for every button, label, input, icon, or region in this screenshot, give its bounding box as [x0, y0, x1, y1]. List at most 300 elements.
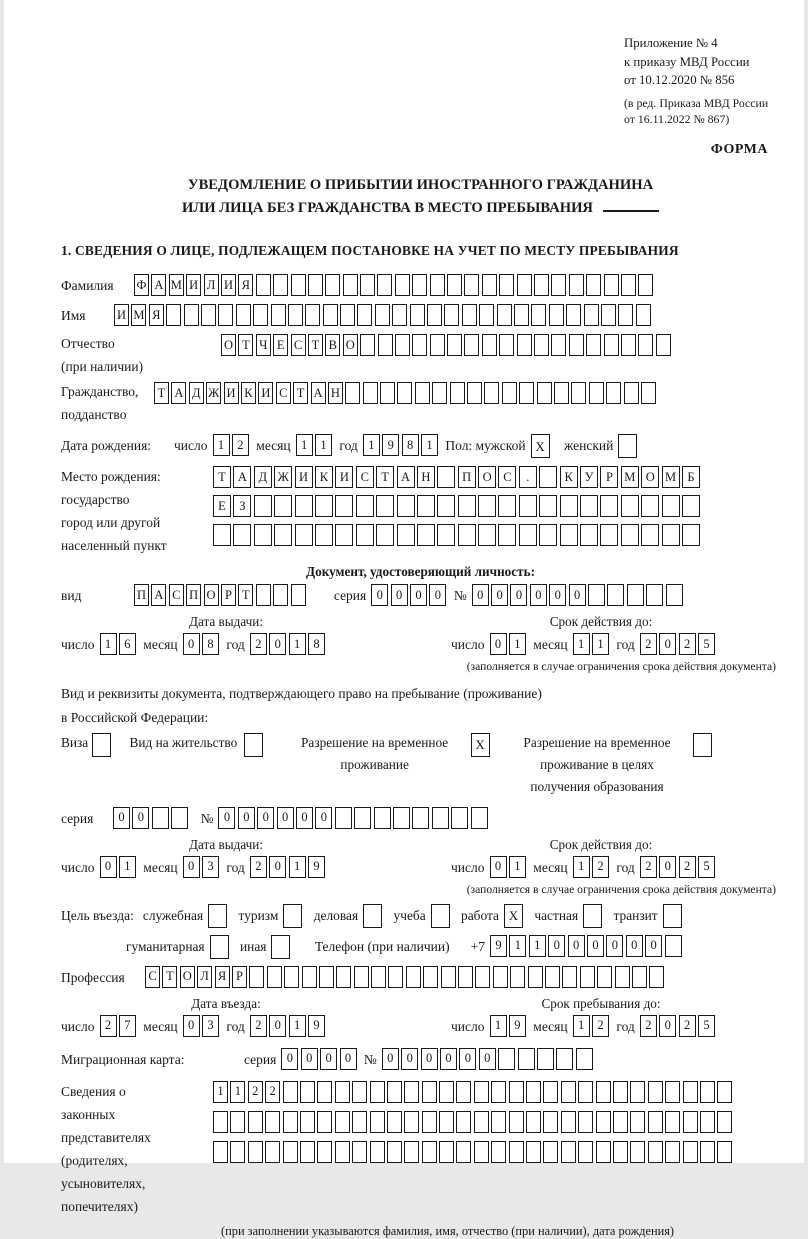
char-box[interactable] — [340, 304, 355, 326]
char-box[interactable] — [539, 466, 557, 488]
char-box[interactable]: И — [335, 466, 353, 488]
char-box[interactable] — [498, 495, 516, 517]
char-box[interactable] — [283, 1111, 298, 1133]
char-box[interactable] — [256, 584, 271, 606]
char-box[interactable] — [291, 274, 306, 296]
char-box[interactable]: 1 — [573, 1015, 590, 1037]
char-box[interactable]: О — [221, 334, 236, 356]
char-box[interactable] — [356, 524, 374, 546]
char-box[interactable] — [397, 495, 415, 517]
char-box[interactable]: 0 — [238, 807, 255, 829]
char-box[interactable]: 1 — [296, 434, 313, 456]
char-box[interactable] — [630, 1111, 645, 1133]
char-box[interactable]: 0 — [659, 856, 676, 878]
char-box[interactable] — [392, 304, 407, 326]
char-box[interactable] — [218, 304, 233, 326]
char-box[interactable] — [456, 1141, 471, 1163]
char-box[interactable] — [493, 966, 508, 988]
char-box[interactable]: А — [151, 274, 166, 296]
transit-checkbox[interactable] — [663, 904, 682, 928]
char-box[interactable]: И — [221, 274, 236, 296]
char-box[interactable]: 8 — [202, 633, 219, 655]
char-box[interactable] — [589, 382, 604, 404]
char-box[interactable] — [519, 524, 537, 546]
char-box[interactable]: С — [291, 334, 306, 356]
char-box[interactable] — [444, 304, 459, 326]
char-box[interactable] — [580, 966, 595, 988]
char-box[interactable] — [621, 495, 639, 517]
char-box[interactable]: 0 — [301, 1048, 318, 1070]
char-box[interactable]: 0 — [429, 584, 446, 606]
char-box[interactable] — [447, 334, 462, 356]
char-box[interactable]: 0 — [587, 935, 604, 957]
char-box[interactable]: 2 — [679, 633, 696, 655]
char-box[interactable]: 1 — [363, 434, 380, 456]
char-box[interactable] — [543, 1081, 558, 1103]
char-box[interactable]: 2 — [640, 856, 657, 878]
char-box[interactable]: 0 — [320, 1048, 337, 1070]
char-box[interactable] — [646, 584, 663, 606]
char-box[interactable] — [397, 382, 412, 404]
char-box[interactable] — [308, 274, 323, 296]
char-box[interactable] — [256, 274, 271, 296]
char-box[interactable]: С — [145, 966, 160, 988]
char-box[interactable] — [302, 966, 317, 988]
char-box[interactable] — [352, 1111, 367, 1133]
char-box[interactable]: 0 — [491, 584, 508, 606]
char-box[interactable] — [437, 524, 455, 546]
char-box[interactable] — [363, 382, 378, 404]
char-box[interactable] — [441, 966, 456, 988]
char-box[interactable] — [410, 304, 425, 326]
char-box[interactable]: П — [134, 584, 149, 606]
char-box[interactable] — [560, 524, 578, 546]
char-box[interactable]: 2 — [100, 1015, 117, 1037]
char-box[interactable] — [360, 334, 375, 356]
char-box[interactable] — [584, 304, 599, 326]
char-box[interactable] — [458, 966, 473, 988]
char-box[interactable] — [537, 1048, 554, 1070]
char-box[interactable] — [393, 807, 410, 829]
char-box[interactable] — [478, 524, 496, 546]
char-box[interactable] — [387, 1111, 402, 1133]
char-box[interactable]: 1 — [213, 434, 230, 456]
char-box[interactable] — [230, 1141, 245, 1163]
char-box[interactable] — [479, 304, 494, 326]
char-box[interactable]: И — [258, 382, 273, 404]
char-box[interactable] — [665, 1141, 680, 1163]
char-box[interactable]: И — [224, 382, 239, 404]
char-box[interactable] — [254, 524, 272, 546]
char-box[interactable] — [615, 966, 630, 988]
char-box[interactable]: О — [478, 466, 496, 488]
char-box[interactable] — [528, 966, 543, 988]
char-box[interactable]: 9 — [382, 434, 399, 456]
char-box[interactable]: 1 — [573, 856, 590, 878]
char-box[interactable] — [325, 274, 340, 296]
char-box[interactable]: Ч — [256, 334, 271, 356]
char-box[interactable]: 6 — [119, 633, 136, 655]
char-box[interactable]: 2 — [250, 856, 267, 878]
char-box[interactable]: 2 — [250, 633, 267, 655]
char-box[interactable] — [370, 1081, 385, 1103]
char-box[interactable]: 5 — [698, 1015, 715, 1037]
char-box[interactable]: 0 — [421, 1048, 438, 1070]
char-box[interactable]: Ф — [134, 274, 149, 296]
char-box[interactable] — [430, 274, 445, 296]
char-box[interactable] — [271, 304, 286, 326]
char-box[interactable]: 1 — [289, 856, 306, 878]
sex-female-checkbox[interactable] — [618, 434, 637, 458]
char-box[interactable] — [213, 1141, 228, 1163]
char-box[interactable] — [422, 1081, 437, 1103]
char-box[interactable] — [319, 966, 334, 988]
char-box[interactable] — [375, 304, 390, 326]
char-box[interactable] — [265, 1141, 280, 1163]
char-box[interactable]: В — [325, 334, 340, 356]
char-box[interactable] — [613, 1111, 628, 1133]
char-box[interactable]: У — [580, 466, 598, 488]
char-box[interactable] — [510, 966, 525, 988]
char-box[interactable]: Н — [417, 466, 435, 488]
char-box[interactable] — [360, 274, 375, 296]
char-box[interactable] — [315, 495, 333, 517]
char-box[interactable]: 1 — [490, 1015, 507, 1037]
char-box[interactable]: Ж — [274, 466, 292, 488]
char-box[interactable] — [534, 334, 549, 356]
char-box[interactable] — [571, 382, 586, 404]
char-box[interactable]: О — [204, 584, 219, 606]
char-box[interactable] — [648, 1081, 663, 1103]
char-box[interactable]: 0 — [315, 807, 332, 829]
char-box[interactable] — [604, 334, 619, 356]
char-box[interactable] — [352, 1081, 367, 1103]
char-box[interactable] — [517, 274, 532, 296]
char-box[interactable]: А — [151, 584, 166, 606]
char-box[interactable] — [621, 334, 636, 356]
char-box[interactable] — [569, 334, 584, 356]
char-box[interactable] — [336, 966, 351, 988]
char-box[interactable]: П — [458, 466, 476, 488]
char-box[interactable]: 1 — [315, 434, 332, 456]
char-box[interactable] — [576, 1048, 593, 1070]
char-box[interactable]: 0 — [371, 584, 388, 606]
char-box[interactable] — [356, 495, 374, 517]
char-box[interactable]: 0 — [257, 807, 274, 829]
char-box[interactable] — [562, 966, 577, 988]
char-box[interactable] — [526, 1141, 541, 1163]
char-box[interactable] — [265, 1111, 280, 1133]
char-box[interactable] — [475, 966, 490, 988]
char-box[interactable]: Я — [238, 274, 253, 296]
char-box[interactable]: 9 — [308, 856, 325, 878]
char-box[interactable]: 2 — [250, 1015, 267, 1037]
char-box[interactable] — [578, 1081, 593, 1103]
char-box[interactable] — [295, 495, 313, 517]
char-box[interactable] — [291, 584, 306, 606]
char-box[interactable] — [537, 382, 552, 404]
char-box[interactable] — [499, 274, 514, 296]
char-box[interactable]: 0 — [626, 935, 643, 957]
char-box[interactable]: 0 — [296, 807, 313, 829]
char-box[interactable] — [700, 1141, 715, 1163]
char-box[interactable]: 9 — [490, 935, 507, 957]
char-box[interactable] — [474, 1141, 489, 1163]
char-box[interactable] — [267, 966, 282, 988]
char-box[interactable] — [417, 495, 435, 517]
char-box[interactable] — [604, 274, 619, 296]
char-box[interactable] — [545, 966, 560, 988]
char-box[interactable]: К — [560, 466, 578, 488]
char-box[interactable] — [641, 495, 659, 517]
char-box[interactable] — [254, 495, 272, 517]
char-box[interactable]: О — [180, 966, 195, 988]
char-box[interactable] — [236, 304, 251, 326]
char-box[interactable] — [450, 382, 465, 404]
char-box[interactable] — [387, 1081, 402, 1103]
char-box[interactable] — [430, 334, 445, 356]
char-box[interactable]: С — [498, 466, 516, 488]
char-box[interactable] — [404, 1081, 419, 1103]
char-box[interactable]: Р — [600, 466, 618, 488]
char-box[interactable]: Б — [682, 466, 700, 488]
char-box[interactable] — [427, 304, 442, 326]
char-box[interactable] — [335, 524, 353, 546]
char-box[interactable] — [717, 1141, 732, 1163]
char-box[interactable] — [549, 304, 564, 326]
char-box[interactable]: Л — [197, 966, 212, 988]
char-box[interactable] — [683, 1111, 698, 1133]
char-box[interactable] — [519, 382, 534, 404]
other-checkbox[interactable] — [271, 935, 290, 959]
char-box[interactable] — [295, 524, 313, 546]
char-box[interactable]: 0 — [218, 807, 235, 829]
char-box[interactable] — [578, 1141, 593, 1163]
char-box[interactable] — [437, 495, 455, 517]
char-box[interactable] — [682, 495, 700, 517]
char-box[interactable] — [482, 274, 497, 296]
char-box[interactable]: 0 — [269, 1015, 286, 1037]
char-box[interactable]: 1 — [592, 633, 609, 655]
char-box[interactable] — [249, 966, 264, 988]
char-box[interactable]: 2 — [265, 1081, 280, 1103]
char-box[interactable]: И — [114, 304, 129, 326]
char-box[interactable]: Т — [238, 584, 253, 606]
char-box[interactable] — [374, 807, 391, 829]
char-box[interactable]: Р — [221, 584, 236, 606]
char-box[interactable] — [717, 1111, 732, 1133]
char-box[interactable]: 2 — [640, 633, 657, 655]
char-box[interactable] — [509, 1111, 524, 1133]
char-box[interactable] — [519, 495, 537, 517]
char-box[interactable]: 0 — [440, 1048, 457, 1070]
char-box[interactable] — [417, 524, 435, 546]
char-box[interactable]: 0 — [100, 856, 117, 878]
char-box[interactable] — [497, 304, 512, 326]
char-box[interactable]: 8 — [402, 434, 419, 456]
char-box[interactable]: 1 — [509, 935, 526, 957]
char-box[interactable]: 0 — [281, 1048, 298, 1070]
char-box[interactable] — [335, 807, 352, 829]
char-box[interactable]: 1 — [289, 1015, 306, 1037]
char-box[interactable] — [388, 966, 403, 988]
char-box[interactable] — [376, 524, 394, 546]
char-box[interactable] — [467, 382, 482, 404]
char-box[interactable]: М — [662, 466, 680, 488]
char-box[interactable] — [491, 1081, 506, 1103]
char-box[interactable] — [638, 274, 653, 296]
char-box[interactable]: 0 — [132, 807, 149, 829]
char-box[interactable] — [539, 524, 557, 546]
char-box[interactable]: 0 — [530, 584, 547, 606]
char-box[interactable] — [437, 466, 455, 488]
char-box[interactable] — [551, 274, 566, 296]
char-box[interactable] — [499, 334, 514, 356]
char-box[interactable] — [462, 304, 477, 326]
char-box[interactable] — [700, 1111, 715, 1133]
char-box[interactable] — [464, 274, 479, 296]
char-box[interactable] — [376, 495, 394, 517]
char-box[interactable] — [586, 334, 601, 356]
char-box[interactable] — [556, 1048, 573, 1070]
char-box[interactable]: 0 — [510, 584, 527, 606]
char-box[interactable] — [618, 304, 633, 326]
char-box[interactable] — [283, 1141, 298, 1163]
char-box[interactable] — [335, 1081, 350, 1103]
char-box[interactable]: Т — [162, 966, 177, 988]
char-box[interactable] — [378, 334, 393, 356]
char-box[interactable] — [580, 495, 598, 517]
char-box[interactable] — [456, 1111, 471, 1133]
char-box[interactable]: 0 — [645, 935, 662, 957]
char-box[interactable] — [474, 1111, 489, 1133]
char-box[interactable]: Т — [154, 382, 169, 404]
char-box[interactable] — [305, 304, 320, 326]
char-box[interactable] — [551, 334, 566, 356]
char-box[interactable] — [464, 334, 479, 356]
char-box[interactable] — [665, 935, 682, 957]
char-box[interactable] — [201, 304, 216, 326]
char-box[interactable] — [300, 1141, 315, 1163]
char-box[interactable] — [432, 382, 447, 404]
char-box[interactable]: Д — [254, 466, 272, 488]
char-box[interactable]: 2 — [679, 856, 696, 878]
char-box[interactable] — [498, 1048, 515, 1070]
char-box[interactable] — [335, 1141, 350, 1163]
char-box[interactable]: Т — [213, 466, 231, 488]
char-box[interactable]: Д — [189, 382, 204, 404]
char-box[interactable] — [606, 382, 621, 404]
char-box[interactable]: 0 — [113, 807, 130, 829]
char-box[interactable]: С — [169, 584, 184, 606]
char-box[interactable] — [284, 966, 299, 988]
char-box[interactable] — [648, 1111, 663, 1133]
char-box[interactable] — [370, 1111, 385, 1133]
char-box[interactable]: 0 — [269, 633, 286, 655]
business-checkbox[interactable] — [363, 904, 382, 928]
char-box[interactable] — [335, 495, 353, 517]
sex-male-checkbox[interactable]: X — [531, 434, 550, 458]
char-box[interactable]: 0 — [340, 1048, 357, 1070]
char-box[interactable] — [343, 274, 358, 296]
char-box[interactable]: П — [186, 584, 201, 606]
char-box[interactable]: 0 — [659, 633, 676, 655]
char-box[interactable] — [458, 495, 476, 517]
char-box[interactable]: Р — [232, 966, 247, 988]
char-box[interactable] — [371, 966, 386, 988]
char-box[interactable] — [526, 1111, 541, 1133]
char-box[interactable]: М — [169, 274, 184, 296]
char-box[interactable] — [662, 495, 680, 517]
char-box[interactable] — [248, 1141, 263, 1163]
char-box[interactable]: 1 — [509, 856, 526, 878]
char-box[interactable]: О — [641, 466, 659, 488]
char-box[interactable] — [534, 274, 549, 296]
char-box[interactable] — [300, 1081, 315, 1103]
char-box[interactable]: К — [241, 382, 256, 404]
char-box[interactable]: 0 — [459, 1048, 476, 1070]
char-box[interactable]: 5 — [698, 856, 715, 878]
char-box[interactable]: 8 — [308, 633, 325, 655]
char-box[interactable]: 7 — [119, 1015, 136, 1037]
char-box[interactable] — [554, 382, 569, 404]
char-box[interactable]: М — [621, 466, 639, 488]
char-box[interactable] — [518, 1048, 535, 1070]
char-box[interactable] — [166, 304, 181, 326]
char-box[interactable] — [682, 524, 700, 546]
char-box[interactable] — [471, 807, 488, 829]
char-box[interactable] — [560, 495, 578, 517]
char-box[interactable] — [274, 524, 292, 546]
char-box[interactable] — [601, 304, 616, 326]
char-box[interactable] — [317, 1081, 332, 1103]
char-box[interactable] — [683, 1141, 698, 1163]
char-box[interactable] — [213, 524, 231, 546]
char-box[interactable] — [509, 1141, 524, 1163]
work-checkbox[interactable]: X — [504, 904, 523, 928]
char-box[interactable] — [482, 334, 497, 356]
char-box[interactable]: С — [276, 382, 291, 404]
char-box[interactable]: 0 — [548, 935, 565, 957]
char-box[interactable] — [274, 495, 292, 517]
char-box[interactable]: И — [295, 466, 313, 488]
char-box[interactable] — [561, 1081, 576, 1103]
char-box[interactable] — [317, 1111, 332, 1133]
char-box[interactable] — [335, 1111, 350, 1133]
char-box[interactable]: Я — [215, 966, 230, 988]
char-box[interactable]: 9 — [509, 1015, 526, 1037]
char-box[interactable] — [607, 584, 624, 606]
char-box[interactable]: 0 — [183, 856, 200, 878]
char-box[interactable] — [630, 1081, 645, 1103]
char-box[interactable] — [171, 807, 188, 829]
char-box[interactable] — [273, 274, 288, 296]
char-box[interactable] — [395, 334, 410, 356]
char-box[interactable] — [662, 524, 680, 546]
visa-checkbox[interactable] — [92, 733, 111, 757]
char-box[interactable]: Е — [273, 334, 288, 356]
char-box[interactable]: 1 — [529, 935, 546, 957]
char-box[interactable]: 2 — [640, 1015, 657, 1037]
char-box[interactable] — [543, 1141, 558, 1163]
char-box[interactable] — [451, 807, 468, 829]
char-box[interactable] — [315, 524, 333, 546]
char-box[interactable]: 1 — [573, 633, 590, 655]
char-box[interactable] — [578, 1111, 593, 1133]
char-box[interactable] — [248, 1111, 263, 1133]
char-box[interactable] — [439, 1141, 454, 1163]
char-box[interactable] — [509, 1081, 524, 1103]
